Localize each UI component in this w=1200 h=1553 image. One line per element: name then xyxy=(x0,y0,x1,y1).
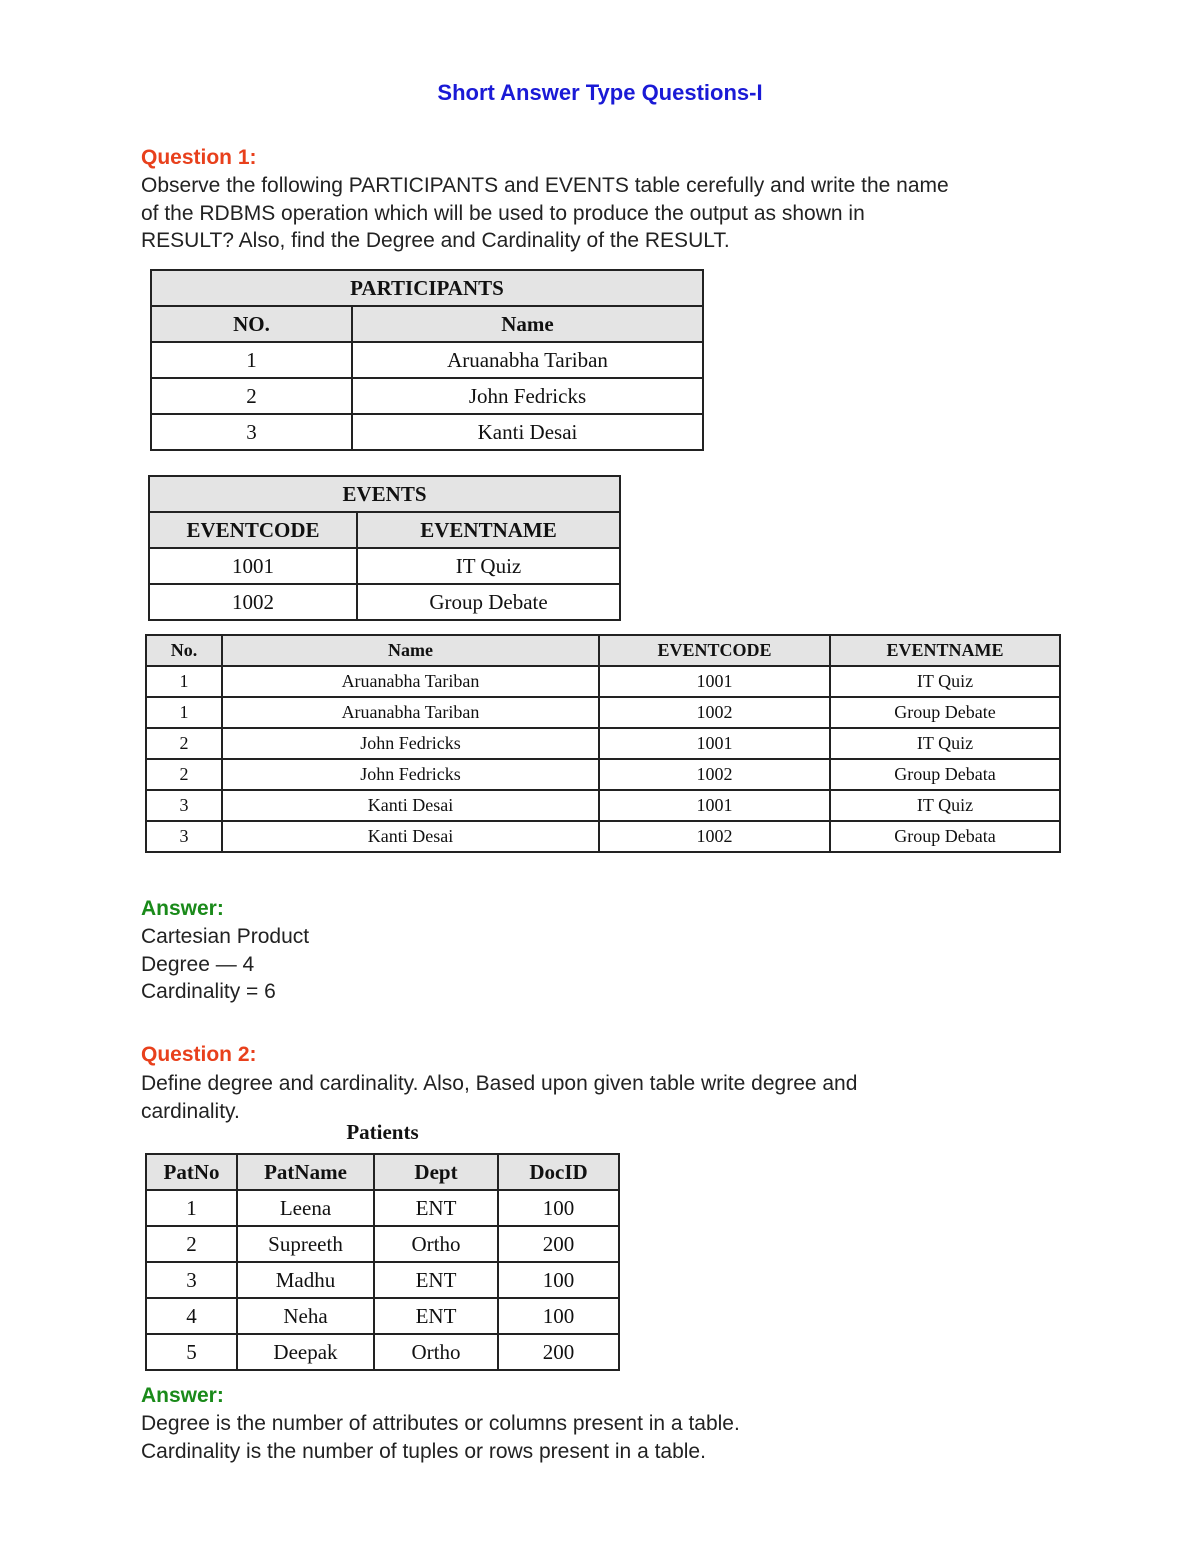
result-cell: 1001 xyxy=(599,790,830,821)
question-1-text xyxy=(141,172,949,255)
patients-cell: ENT xyxy=(374,1298,498,1334)
patients-cell: 4 xyxy=(146,1298,237,1334)
table-row xyxy=(146,666,1060,697)
question-2-text xyxy=(141,1070,857,1125)
table-row xyxy=(151,378,703,414)
result-cell: Kanti Desai xyxy=(222,821,599,852)
table-row xyxy=(146,697,1060,728)
result-cell: John Fedricks xyxy=(222,728,599,759)
result-cell: IT Quiz xyxy=(830,728,1060,759)
events-table xyxy=(148,475,621,621)
result-cell: 1 xyxy=(146,666,222,697)
table-row xyxy=(146,1262,619,1298)
result-cell: Group Debata xyxy=(830,759,1060,790)
table-row xyxy=(146,1226,619,1262)
table-row xyxy=(149,548,620,584)
patients-cell: 200 xyxy=(498,1334,619,1370)
table-row xyxy=(146,1298,619,1334)
patients-cell: Supreeth xyxy=(237,1226,374,1262)
answer-1-line: Degree — 4 xyxy=(141,952,255,976)
patients-cell: ENT xyxy=(374,1262,498,1298)
result-cell: 1001 xyxy=(599,728,830,759)
question-1-line: Observe the following PARTICIPANTS and EVENTS table cerefully and write the name xyxy=(141,174,949,197)
table-row xyxy=(146,821,1060,852)
events-cell: 1002 xyxy=(149,584,357,620)
question-2-label: Question 2: xyxy=(141,1043,257,1066)
answer-1-label: Answer: xyxy=(141,897,224,920)
table-row xyxy=(146,1190,619,1226)
participants-cell: 1 xyxy=(151,342,352,378)
result-cell: 1 xyxy=(146,697,222,728)
patients-cell: 2 xyxy=(146,1226,237,1262)
patients-cell: 1 xyxy=(146,1190,237,1226)
question-2-line: cardinality. xyxy=(141,1099,240,1123)
question-1-line: of the RDBMS operation which will be used to produce the output as shown in xyxy=(141,201,865,225)
events-header-eventname: EVENTNAME xyxy=(357,512,620,548)
result-cell: IT Quiz xyxy=(830,790,1060,821)
page-title: Short Answer Type Questions-I xyxy=(437,80,763,105)
answer-2-label: Answer: xyxy=(141,1384,224,1407)
result-cell: IT Quiz xyxy=(830,666,1060,697)
patients-caption: Patients xyxy=(346,1120,419,1144)
events-cell: Group Debate xyxy=(357,584,620,620)
patients-cell: Ortho xyxy=(374,1334,498,1370)
patients-header-dept: Dept xyxy=(374,1154,498,1190)
participants-cell: John Fedricks xyxy=(352,378,703,414)
participants-header-no: NO. xyxy=(151,306,352,342)
answer-2-text xyxy=(141,1410,740,1465)
result-header-name: Name xyxy=(222,635,599,666)
result-cell: John Fedricks xyxy=(222,759,599,790)
result-cell: 2 xyxy=(146,728,222,759)
participants-cell: 3 xyxy=(151,414,352,450)
patients-cell: 100 xyxy=(498,1262,619,1298)
table-row xyxy=(151,342,703,378)
result-cell: 1001 xyxy=(599,666,830,697)
patients-cell: 100 xyxy=(498,1190,619,1226)
result-cell: 3 xyxy=(146,821,222,852)
patients-cell: 5 xyxy=(146,1334,237,1370)
table-row xyxy=(151,414,703,450)
result-cell: 2 xyxy=(146,759,222,790)
patients-header-patno: PatNo xyxy=(146,1154,237,1190)
result-table xyxy=(145,634,1061,853)
result-header-eventname: EVENTNAME xyxy=(830,635,1060,666)
patients-cell: Deepak xyxy=(237,1334,374,1370)
result-header-no: No. xyxy=(146,635,222,666)
answer-1-line: Cardinality = 6 xyxy=(141,980,276,1003)
result-cell: 1002 xyxy=(599,821,830,852)
result-cell: Kanti Desai xyxy=(222,790,599,821)
answer-2-line: Cardinality is the number of tuples or rows present in a table. xyxy=(141,1439,706,1463)
answer-1-line: Cartesian Product xyxy=(141,925,310,948)
participants-cell: Kanti Desai xyxy=(352,414,703,450)
result-cell: 3 xyxy=(146,790,222,821)
patients-cell: 100 xyxy=(498,1298,619,1334)
table-row xyxy=(149,584,620,620)
result-cell: Group Debata xyxy=(830,821,1060,852)
patients-cell: Ortho xyxy=(374,1226,498,1262)
table-row xyxy=(146,728,1060,759)
result-cell: 1002 xyxy=(599,759,830,790)
result-cell: 1002 xyxy=(599,697,830,728)
answer-1-text xyxy=(141,923,309,1006)
table-row xyxy=(146,790,1060,821)
participants-cell: 2 xyxy=(151,378,352,414)
result-header-eventcode: EVENTCODE xyxy=(599,635,830,666)
events-caption: EVENTS xyxy=(149,476,620,512)
patients-cell: Neha xyxy=(237,1298,374,1334)
answer-2-line: Degree is the number of attributes or columns present in a table. xyxy=(141,1412,740,1435)
patients-header-patname: PatName xyxy=(237,1154,374,1190)
events-cell: 1001 xyxy=(149,548,357,584)
participants-caption: PARTICIPANTS xyxy=(151,270,703,306)
events-cell: IT Quiz xyxy=(357,548,620,584)
table-row xyxy=(146,1334,619,1370)
question-1-label: Question 1: xyxy=(141,146,257,169)
events-header-eventcode: EVENTCODE xyxy=(149,512,357,548)
result-cell: Group Debate xyxy=(830,697,1060,728)
question-2-line: Define degree and cardinality. Also, Based upon given table write degree and xyxy=(141,1072,858,1095)
participants-cell: Aruanabha Tariban xyxy=(352,342,703,378)
result-cell: Aruanabha Tariban xyxy=(222,666,599,697)
patients-cell: Leena xyxy=(237,1190,374,1226)
patients-cell: Madhu xyxy=(237,1262,374,1298)
patients-table xyxy=(145,1153,620,1371)
result-cell: Aruanabha Tariban xyxy=(222,697,599,728)
patients-cell: 200 xyxy=(498,1226,619,1262)
patients-cell: 3 xyxy=(146,1262,237,1298)
patients-cell: ENT xyxy=(374,1190,498,1226)
question-1-line: RESULT? Also, find the Degree and Cardinality of the RESULT. xyxy=(141,229,730,252)
table-row xyxy=(146,759,1060,790)
patients-header-docid: DocID xyxy=(498,1154,619,1190)
participants-table xyxy=(150,269,704,451)
participants-header-name: Name xyxy=(352,306,703,342)
